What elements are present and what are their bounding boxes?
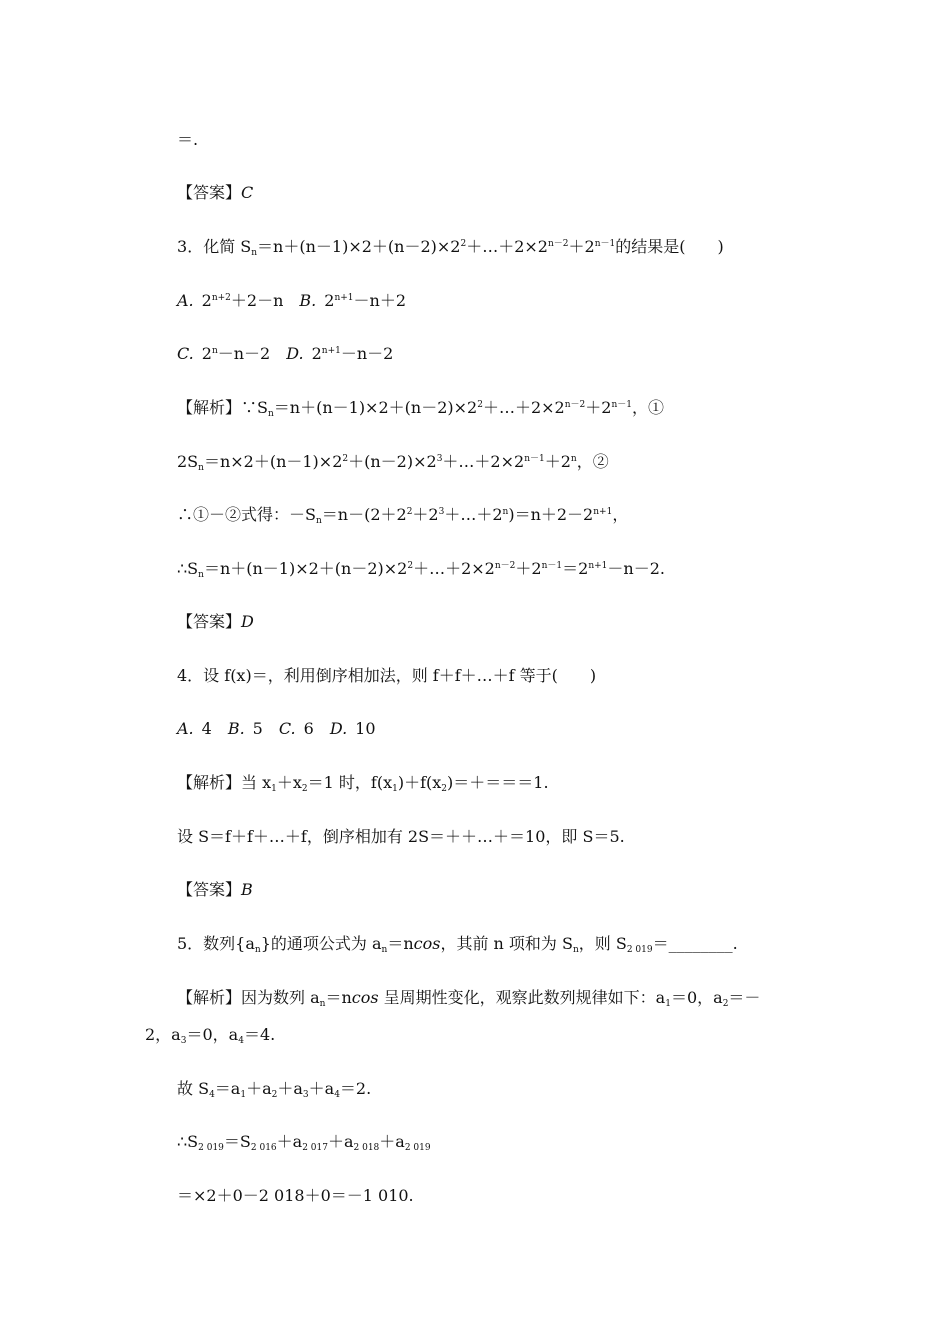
analysis-label: 【解析】 [177, 398, 242, 417]
option-a-label: A. [177, 719, 194, 738]
text: ＋2 [544, 452, 571, 471]
superscript: 2 [477, 400, 483, 410]
text: 呈周期性变化，观察此数列规律如下：a [378, 988, 666, 1007]
answer-label: 【答案】 [177, 880, 242, 899]
text: ＝n＋(n－1)×2＋(n－2)×2 [203, 559, 408, 578]
text: ＋…＋2×2 [482, 398, 565, 417]
text: ＝0，a [670, 988, 723, 1007]
superscript: n [211, 346, 218, 356]
answer-label: 【答案】 [177, 183, 242, 202]
subscript: n [198, 463, 204, 473]
option-d-label: D. [286, 344, 304, 363]
text: )＋f(x [397, 773, 442, 792]
answer-line [177, 879, 253, 901]
superscript: n－2 [494, 561, 516, 571]
equation-line [177, 504, 628, 526]
subscript: n [315, 516, 322, 526]
text: )＝n＋2－2 [508, 505, 594, 524]
question-5 [177, 933, 738, 955]
superscript: 3 [438, 507, 445, 517]
text: 2，a [145, 1025, 181, 1044]
superscript: n+1 [588, 561, 608, 571]
subscript: 1 [240, 1090, 247, 1100]
text: ＝2. [339, 1079, 372, 1098]
answer-value: D [241, 612, 254, 631]
text: ＝n [325, 988, 352, 1007]
text: ＝n－(2＋2 [321, 505, 407, 524]
text: ∴S [177, 559, 199, 578]
text: ＝0，a [186, 1025, 239, 1044]
superscript: 3 [436, 454, 443, 464]
option-a-value: 4 [201, 719, 212, 738]
analysis-line [177, 772, 549, 794]
superscript: n－2 [564, 400, 586, 410]
text: ＝n＋(n－1)×2＋(n－2)×2 [273, 398, 478, 417]
text: ＝n [387, 934, 414, 953]
text: 5．数列{a [177, 934, 255, 953]
text: ＝2 [562, 559, 589, 578]
text: ＋a [379, 1132, 405, 1151]
text: ，① [631, 398, 664, 417]
option-d-value: 10 [355, 719, 376, 738]
text: ＋2 [412, 505, 439, 524]
text: ＋…＋2×2 [442, 452, 525, 471]
option-c-value: 6 [303, 719, 314, 738]
superscript: 2 [406, 507, 413, 517]
text: 2S [177, 452, 199, 471]
subscript: 1 [665, 999, 671, 1009]
text: ＋2－n [230, 291, 284, 310]
text: ＋a [327, 1132, 354, 1151]
superscript: n [502, 507, 509, 517]
superscript: n+1 [321, 346, 341, 356]
subscript: 2 019 [198, 1143, 224, 1153]
superscript: 2 [342, 454, 349, 464]
text: 设 S＝f＋f＋…＋f，倒序相加有 2S＝＋＋…＋＝10，即 S＝5. [177, 827, 625, 846]
subscript: 4 [238, 1036, 244, 1046]
equation-line [177, 1078, 371, 1100]
text: ＋…＋2×2 [466, 237, 548, 256]
options-cd [177, 343, 393, 365]
option-b-label: B. [227, 719, 245, 738]
answer-line [177, 611, 254, 633]
text: 2 [201, 344, 212, 363]
text: ＋a [308, 1079, 335, 1098]
text: ＝. [177, 130, 199, 149]
equation-line [177, 826, 625, 848]
text: ＝a [214, 1079, 241, 1098]
analysis-line [177, 987, 760, 1009]
text: ＋a [277, 1079, 303, 1098]
text: ，则 S [578, 934, 627, 953]
subscript: 1 [271, 784, 277, 794]
superscript: n－1 [611, 400, 632, 410]
superscript: n－1 [524, 454, 545, 464]
option-d-label: D. [329, 719, 348, 738]
option-c-label: C. [278, 719, 296, 738]
text: －n－2. [607, 559, 665, 578]
subscript: 2 [441, 784, 448, 794]
subscript: n [198, 570, 204, 580]
answer-label: 【答案】 [177, 612, 242, 631]
subscript: 2 [722, 999, 729, 1009]
analysis-label: 【解析】 [177, 988, 242, 1007]
answer-line [177, 182, 253, 204]
text: ，② [576, 452, 609, 471]
subscript: 2 017 [302, 1143, 328, 1153]
italic-text: cos [413, 934, 441, 953]
analysis-continuation [145, 1024, 275, 1046]
text: ＋a [246, 1079, 272, 1098]
superscript: 2 [460, 239, 467, 249]
text: ＋…＋2 [444, 505, 503, 524]
options-ab [177, 290, 406, 312]
text: 2 [324, 291, 335, 310]
text: ∴①－②式得：－S [177, 505, 316, 524]
option-b-value: 5 [252, 719, 263, 738]
option-c-label: C. [177, 344, 194, 363]
text: )＝＋＝＝＝1. [447, 773, 549, 792]
subscript: 2 019 [404, 1143, 431, 1153]
superscript: n－1 [594, 239, 616, 249]
text: ＋a [276, 1132, 303, 1151]
text: ＝________. [652, 934, 738, 953]
superscript: n [570, 454, 577, 464]
equation-line [177, 1185, 414, 1207]
subscript: n [319, 999, 326, 1009]
answer-value: B [241, 880, 253, 899]
options-abcd [177, 718, 376, 740]
text: ， [612, 505, 629, 524]
text: ＝n＋(n－1)×2＋(n－2)×2 [257, 237, 461, 256]
option-a-label: A. [177, 291, 194, 310]
analysis-label: 【解析】 [177, 773, 242, 792]
text: }的通项公式为 a [260, 934, 382, 953]
text: ＝1 时，f(x [307, 773, 393, 792]
question-4 [177, 665, 596, 687]
superscript: n－1 [541, 561, 563, 571]
text: ．化简 S [187, 237, 252, 256]
text: ＋x [276, 773, 302, 792]
text: ＋(n－2)×2 [348, 452, 437, 471]
option-b-label: B. [299, 291, 317, 310]
subscript: n [381, 945, 388, 955]
text: ＋2 [568, 237, 595, 256]
text: ＝n×2＋(n－1)×2 [203, 452, 343, 471]
subscript: 2 [271, 1090, 278, 1100]
answer-value: C [241, 183, 254, 202]
subscript: 4 [334, 1090, 340, 1100]
question-number: 3 [177, 237, 188, 256]
italic-text: cos [351, 988, 379, 1007]
equation-continuation [177, 129, 198, 151]
subscript: 2 [301, 784, 308, 794]
subscript: 1 [392, 784, 398, 794]
text: ＝4. [243, 1025, 276, 1044]
subscript: n [267, 409, 274, 419]
text: 2 [311, 344, 322, 363]
text: ＝－ [728, 988, 761, 1007]
superscript: n+2 [211, 293, 231, 303]
text: 的结果是( ) [615, 237, 724, 256]
text: ＋…＋2×2 [413, 559, 495, 578]
subscript: 4 [209, 1090, 215, 1100]
analysis-line [177, 397, 664, 419]
text: ＝S [223, 1132, 251, 1151]
equation-line [177, 451, 609, 473]
superscript: 2 [407, 561, 414, 571]
text: ∴S [177, 1132, 199, 1151]
text: 4．设 f(x)＝，利用倒序相加法，则 f＋f＋…＋f 等于( ) [177, 666, 597, 685]
superscript: n+1 [593, 507, 613, 517]
question-3 [177, 236, 724, 258]
text: ＋2 [585, 398, 612, 417]
subscript: 2 016 [250, 1143, 277, 1153]
text: －n－2 [340, 344, 394, 363]
text: ，其前 n 项和为 S [440, 934, 573, 953]
subscript: n [251, 248, 258, 258]
subscript: n [572, 945, 579, 955]
text: －n＋2 [353, 291, 407, 310]
equation-line [177, 1131, 431, 1153]
text: －n－2 [217, 344, 271, 363]
subscript: 3 [180, 1036, 187, 1046]
subscript: 3 [302, 1090, 309, 1100]
subscript: 2 019 [626, 945, 653, 955]
superscript: n－2 [547, 239, 569, 249]
equation-line [177, 558, 665, 580]
text: 当 x [241, 773, 272, 792]
subscript: n [254, 945, 261, 955]
text: 故 S [177, 1079, 210, 1098]
text: ＝×2＋0－2 018＋0＝－1 010. [177, 1186, 414, 1205]
text: ∵S [241, 398, 268, 417]
text: 2 [201, 291, 212, 310]
text: 因为数列 a [241, 988, 320, 1007]
superscript: n+1 [334, 293, 354, 303]
subscript: 2 018 [353, 1143, 380, 1153]
text: ＋2 [515, 559, 542, 578]
